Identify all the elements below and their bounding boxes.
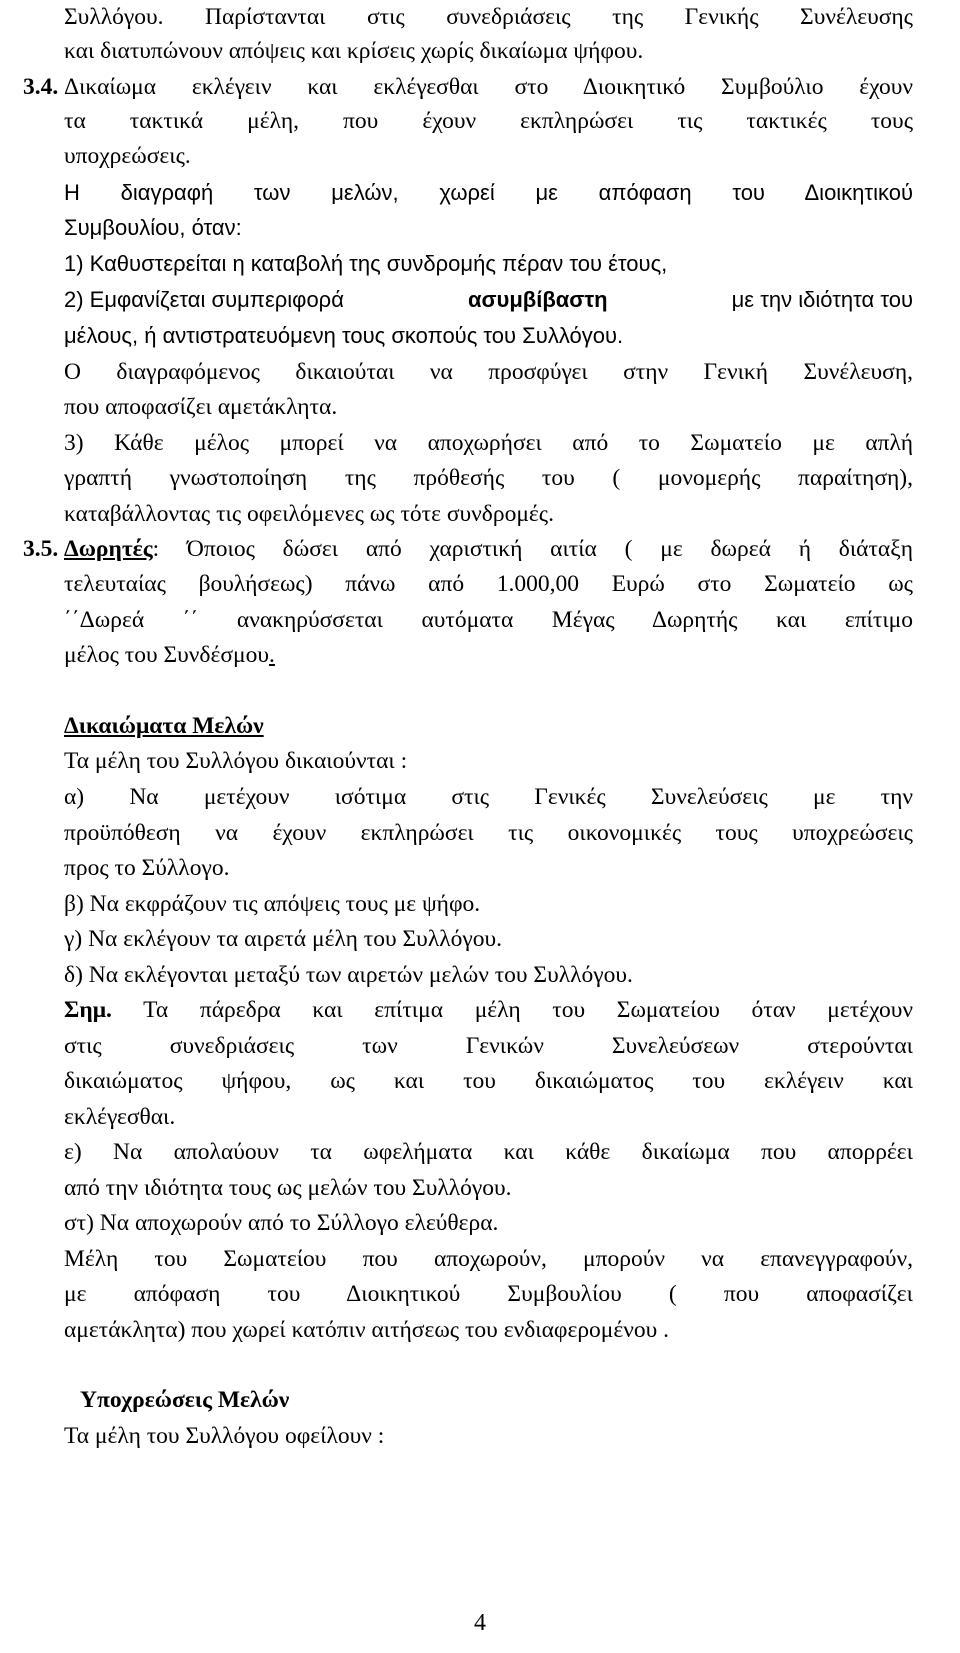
text-segment: : Όποιος δώσει από χαριστική αιτία ( με δωρεά ή διάταξη bbox=[152, 536, 913, 562]
text-line bbox=[64, 638, 913, 672]
section-number-3-5: 3.5. bbox=[23, 536, 59, 562]
text-segment: μέλος του Συνδέσμου bbox=[64, 642, 270, 668]
text-line: 1) Καθυστερείται η καταβολή της συνδρομής πέραν του έτους, bbox=[64, 251, 668, 276]
text-line: τελευταίας βουλήσεως) πάνω από 1.000,00 Ευρώ στο Σωματείο ως bbox=[64, 571, 913, 597]
text-line: προς το Σύλλογο. bbox=[64, 855, 230, 881]
text-line: Τα μέλη του Συλλόγου οφείλουν : bbox=[64, 1423, 385, 1449]
text-line: Δικαίωμα εκλέγειν και εκλέγεσθαι στο Διοικητικό Συμβούλιο έχουν bbox=[64, 74, 913, 100]
text-line: αμετάκλητα) που χωρεί κατόπιν αιτήσεως του ενδιαφερομένου . bbox=[64, 1317, 670, 1343]
text-line: εκλέγεσθαι. bbox=[64, 1104, 176, 1130]
text-line: Τα μέλη του Συλλόγου δικαιούνται : bbox=[64, 748, 408, 774]
text-line: δ) Να εκλέγονται μεταξύ των αιρετών μελών του Συλλόγου. bbox=[64, 962, 633, 988]
obligations-heading: Υποχρεώσεις Μελών bbox=[80, 1387, 290, 1413]
note-label: Σημ. bbox=[64, 997, 112, 1023]
page-number: 4 bbox=[474, 1610, 486, 1636]
text-line: που αποφασίζει αμετάκλητα. bbox=[64, 394, 338, 420]
text-line: με απόφαση του Διοικητικού Συμβουλίου ( που αποφασίζει bbox=[64, 1281, 913, 1307]
text-line: υποχρεώσεις. bbox=[64, 143, 191, 169]
text-line: ε) Να απολαύουν τα ωφελήματα και κάθε δικαίωμα που απορρέει bbox=[64, 1139, 913, 1165]
text-line: γραπτή γνωστοποίηση της πρόθεσής του ( μονομερής παραίτηση), bbox=[64, 465, 913, 491]
text-line: Ο διαγραφόμενος δικαιούται να προσφύγει στην Γενική Συνέλευση, bbox=[64, 359, 913, 385]
text-line bbox=[64, 532, 913, 566]
text-line: ΄΄Δωρεά ΄΄ ανακηρύσσεται αυτόματα Μέγας Δωρητής και επίτιμο bbox=[64, 607, 913, 633]
text-line: στις συνεδριάσεις των Γενικών Συνελεύσεων στερούνται bbox=[64, 1033, 913, 1059]
text-segment: με την ιδιότητα του bbox=[731, 287, 913, 312]
text-line: από την ιδιότητα τους ως μελών του Συλλόγου. bbox=[64, 1175, 512, 1201]
text-line: δικαιώματος ψήφου, ως και του δικαιώματος του εκλέγειν και bbox=[64, 1068, 913, 1094]
text-line: καταβάλλοντας τις οφειλόμενες ως τότε συνδρομές. bbox=[64, 501, 554, 527]
section-number-3-4: 3.4. bbox=[23, 74, 59, 100]
text-line: Συμβουλίου, όταν: bbox=[64, 215, 242, 240]
text-line: στ) Να αποχωρούν από το Σύλλογο ελεύθερα. bbox=[64, 1210, 499, 1236]
text-segment: 2) Εμφανίζεται συμπεριφορά bbox=[64, 287, 344, 312]
rights-heading: Δικαιώματα Μελών bbox=[64, 713, 264, 739]
text-line: 3) Κάθε μέλος μπορεί να αποχωρήσει από το Σωματείο με απλή bbox=[64, 430, 913, 456]
text-segment: Τα πάρεδρα και επίτιμα μέλη του Σωματείου όταν μετέχουν bbox=[111, 997, 913, 1023]
text-line bbox=[64, 993, 913, 1027]
text-line bbox=[64, 283, 913, 317]
text-line: και διατυπώνουν απόψεις και κρίσεις χωρίς δικαίωμα ψήφου. bbox=[64, 38, 644, 64]
text-line: τα τακτικά μέλη, που έχουν εκπληρώσει τις τακτικές τους bbox=[64, 108, 913, 134]
text-line: μέλους, ή αντιστρατευόμενη τους σκοπούς του Συλλόγου. bbox=[64, 323, 624, 348]
text-line: γ) Να εκλέγουν τα αιρετά μέλη του Συλλόγου. bbox=[64, 926, 502, 952]
text-line: Μέλη του Σωματείου που αποχωρούν, μπορούν να επανεγγραφούν, bbox=[64, 1246, 913, 1272]
emphasis-text: ασυμβίβαστη bbox=[467, 287, 608, 312]
text-line: Η διαγραφή των μελών, χωρεί με απόφαση του Διοικητικού bbox=[64, 180, 913, 205]
text-line: β) Να εκφράζουν τις απόψεις τους με ψήφο. bbox=[64, 891, 481, 917]
text-line: α) Να μετέχουν ισότιμα στις Γενικές Συνελεύσεις με την bbox=[64, 784, 913, 810]
text-segment: . bbox=[269, 642, 275, 668]
text-line: προϋπόθεση να έχουν εκπληρώσει τις οικονομικές τους υποχρεώσεις bbox=[64, 820, 913, 846]
text-line: Συλλόγου. Παρίστανται στις συνεδριάσεις της Γενικής Συνέλευσης bbox=[64, 4, 913, 30]
donors-heading: Δωρητές bbox=[64, 536, 153, 562]
